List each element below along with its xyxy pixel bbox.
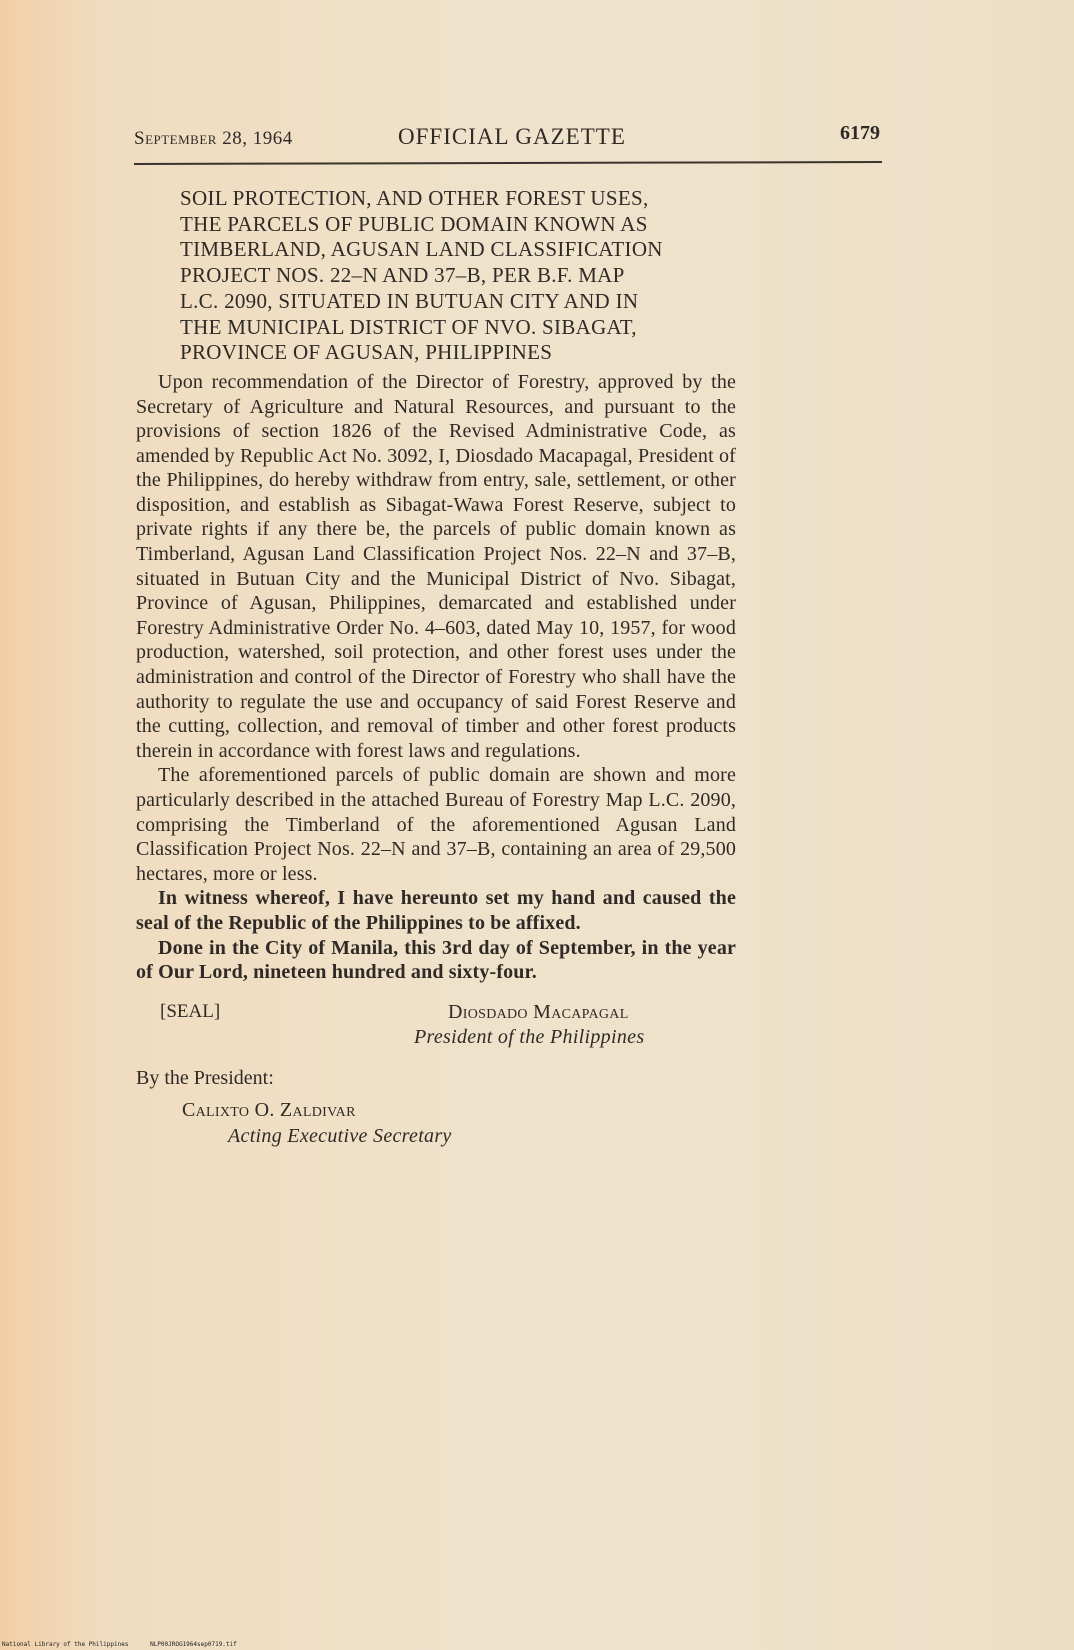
signature-block — [136, 1001, 736, 1053]
seal-label: [SEAL] — [160, 1000, 221, 1022]
paragraph-done: Done in the City of Manila, this 3rd day of September, in the year of Our Lord, nineteen hundred and sixty-four. — [136, 936, 736, 984]
paragraph-map-description: The aforementioned parcels of public domain are shown and more particularly described in the attached Bureau of Forestry Map L.C. 2090, comprising the Timberland of the aforementioned Agusan Land Classification Project Nos. 22–N and 37–B, containing an area of 29,500 hectares, more or less. — [136, 764, 736, 885]
signer-name: Diosdado Macapagal — [448, 1000, 629, 1023]
page-number: 6179 — [840, 122, 880, 144]
by-the-president: By the President: — [136, 1066, 274, 1089]
signer-title: President of the Philippines — [414, 1025, 645, 1048]
paragraph-recommendation: Upon recommendation of the Director of Forestry, approved by the Secretary of Agriculture and Natural Resources, and pursuant to the provisions of section 1826 of the Revised Administrative Code, as amended by Republic Act No. 3092, I, Diosdado Macapagal, President of the Philippines, do hereby withdraw from entry, sale, settlement, or other disposition, and establish as Sibagat-Wawa Forest Reserve, subject to private rights if any there be, the parcels of public domain known as Timberland, Agusan Land Classification Project Nos. 22–N and 37–B, situated in Butuan City and the Municipal District of Nvo. Sibagat, Province of Agusan, Philippines, demarcated and established under Forestry Administrative Order No. 4–603, dated May 10, 1957, for wood production, watershed, soil protection, and other forest uses under the administration and control of the Director of Forestry who shall have the authority to regulate the use and occupancy of said Forest Reserve and the cutting, collection, and removal of timber and other forest products therein in accordance with forest laws and regulations. — [136, 370, 736, 762]
proclamation-body — [136, 186, 736, 1149]
header-divider — [134, 161, 882, 165]
header-date: September 28, 1964 — [134, 128, 293, 149]
page-header — [134, 124, 880, 160]
secretary-title: Acting Executive Secretary — [228, 1124, 452, 1147]
footer-filename: NLP00JROG1964sep0719.tif — [150, 1641, 237, 1648]
footer-library: National Library of the Philippines — [2, 1641, 129, 1648]
secretary-name: Calixto O. Zaldivar — [182, 1098, 356, 1121]
header-title: OFFICIAL GAZETTE — [398, 124, 626, 149]
proclamation-title: SOIL PROTECTION, AND OTHER FOREST USES, THE PARCELS OF PUBLIC DOMAIN KNOWN AS TIMBERLAND, AGUSAN LAND CLASSIFICATION PROJECT NOS. 22–N AND 37–B, PER B.F. MAP L.C. 2090, SITUATED IN BUTUAN CITY AND IN THE MUNICIPAL DISTRICT OF NVO. SIBAGAT, PROVINCE OF AGUSAN, PHILIPPINES — [180, 186, 663, 365]
paragraph-witness: In witness whereof, I have hereunto set my hand and caused the seal of the Republic of the Philippines to be affixed. — [136, 887, 736, 934]
scan-footer — [2, 1641, 255, 1648]
